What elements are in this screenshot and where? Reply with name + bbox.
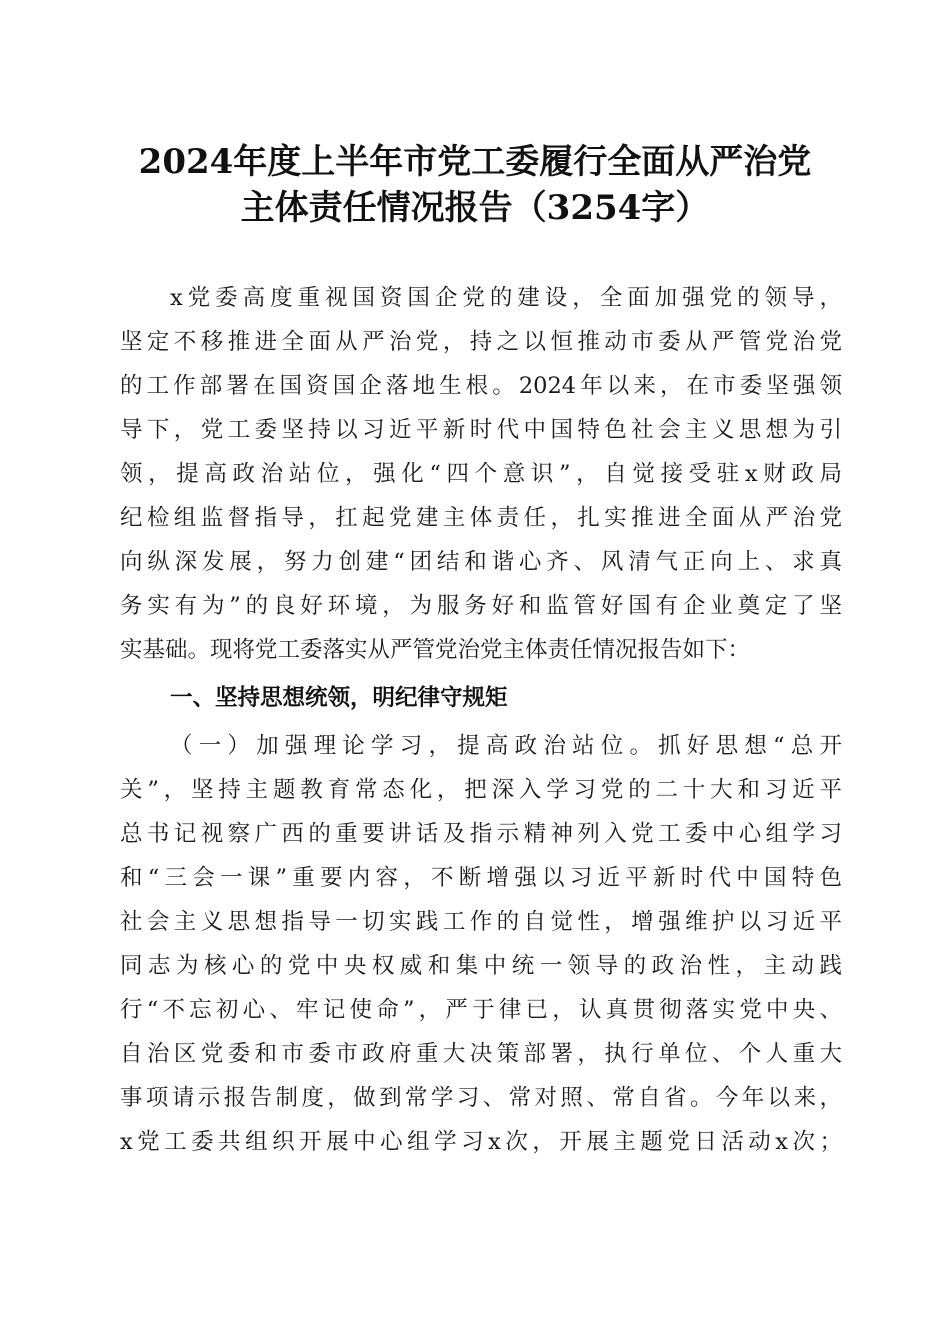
paragraph-2-line-5: 社会主义思想指导一切实践工作的自觉性，增强维护以习近平 xyxy=(120,909,842,935)
paragraph-2-line-6: 同志为核心的党中央权威和集中统一领导的政治性，主动践 xyxy=(120,953,842,979)
paragraph-2-line-1: （一）加强理论学习，提高政治站位。抓好思想“总开 xyxy=(170,733,842,759)
paragraph-1-line-8: 务实有为”的良好环境，为服务好和监管好国有企业奠定了坚 xyxy=(120,593,842,619)
document-title-line-2: 主体责任情况报告（3254字） xyxy=(240,188,710,228)
paragraph-2-line-3: 总书记视察广西的重要讲话及指示精神列入党工委中心组学习 xyxy=(120,821,842,847)
paragraph-2-line-8: 自治区党委和市委市政府重大决策部署，执行单位、个人重大 xyxy=(120,1041,842,1067)
paragraph-1-line-4: 导下，党工委坚持以习近平新时代中国特色社会主义思想为引 xyxy=(120,417,842,443)
paragraph-2-line-2: 关”，坚持主题教育常态化，把深入学习党的二十大和习近平 xyxy=(120,777,842,803)
paragraph-1-line-1: x党委高度重视国资国企党的建设，全面加强党的领导， xyxy=(170,285,842,311)
paragraph-1-line-7: 向纵深发展，努力创建“团结和谐心齐、风清气正向上、求真 xyxy=(120,549,842,575)
paragraph-1-line-3: 的工作部署在国资国企落地生根。2024年以来，在市委坚强领 xyxy=(120,373,842,399)
paragraph-1-line-9: 实基础。现将党工委落实从严管党治党主体责任情况报告如下： xyxy=(120,637,751,663)
paragraph-2-line-4: 和“三会一课”重要内容，不断增强以习近平新时代中国特色 xyxy=(120,865,842,891)
section-heading-1: 一、坚持思想统领，明纪律守规矩 xyxy=(170,685,508,711)
paragraph-2-line-10: x党工委共组织开展中心组学习x次，开展主题党日活动x次； xyxy=(120,1129,842,1155)
paragraph-1-line-5: 领，提高政治站位，强化“四个意识”，自觉接受驻x财政局 xyxy=(120,461,842,487)
document-title-line-1: 2024年度上半年市党工委履行全面从严治党 xyxy=(138,142,812,182)
paragraph-2-line-9: 事项请示报告制度，做到常学习、常对照、常自省。今年以来， xyxy=(120,1085,842,1111)
paragraph-1-line-6: 纪检组监督指导，扛起党建主体责任，扎实推进全面从严治党 xyxy=(120,505,842,531)
paragraph-2-line-7: 行“不忘初心、牢记使命”，严于律已，认真贯彻落实党中央、 xyxy=(120,997,842,1023)
paragraph-1-line-2: 坚定不移推进全面从严治党，持之以恒推动市委从严管党治党 xyxy=(120,329,842,355)
